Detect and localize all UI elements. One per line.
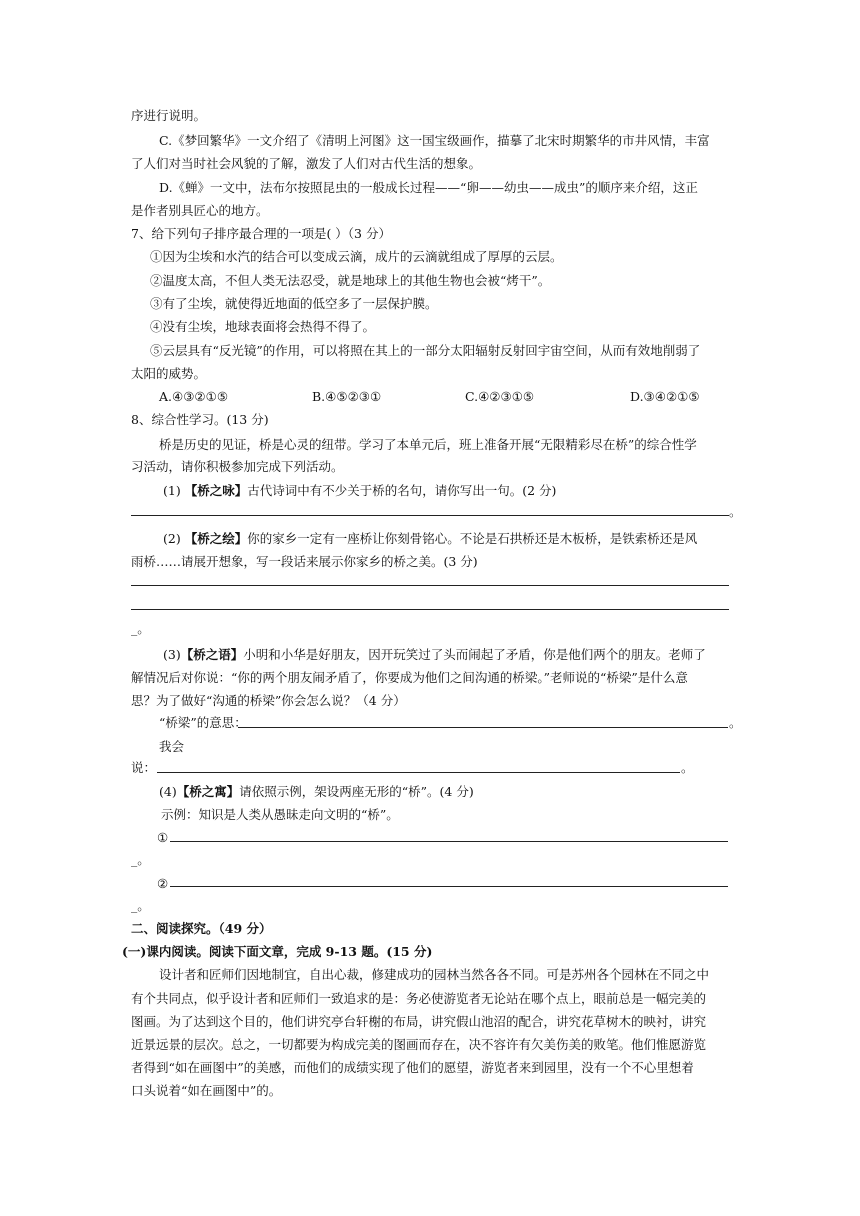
say-answer-line[interactable] — [157, 772, 680, 773]
sentence-5-cont: 太阳的威势。 — [131, 366, 207, 381]
part-4-text: 请依照示例，架设两座无形的“桥”。(4 分) — [239, 784, 474, 799]
sentence-3: ③有了尘埃，就使得近地面的低空多了一层保护膜。 — [150, 296, 438, 311]
sentence-1: ①因为尘埃和水汽的结合可以变成云滴，成片的云滴就组成了厚厚的云层。 — [150, 249, 563, 264]
part-4-example: 示例：知识是人类从愚昧走向文明的“桥”。 — [161, 807, 399, 822]
answer-end-mark: 。 — [681, 760, 694, 775]
option-a: A.④③②①⑤ — [159, 389, 229, 404]
answer-line-4b[interactable] — [170, 886, 728, 887]
answer-end-mark: _。 — [131, 621, 150, 636]
answer-end-mark: 。 — [729, 715, 742, 730]
option-d-line: D.《蝉》一文中，法布尔按照昆虫的一般成长过程——“卵——幼虫——成虫”的顺序来介绍，这正 — [159, 180, 698, 195]
part-3-text-cont: 解情况后对你说：“你的两个朋友闹矛盾了，你要成为他们之间沟通的桥梁。”老师说的“桥梁”是什么意 — [131, 670, 688, 685]
bridge-meaning-answer-line[interactable] — [238, 727, 728, 728]
part-2-tag: 【桥之绘】 — [184, 531, 248, 546]
part-3-number: (3) — [163, 647, 181, 662]
part-2-text: 你的家乡一定有一座桥让你刻骨铭心。不论是石拱桥还是木板桥，是铁索桥还是风 — [247, 531, 698, 546]
bridge-meaning-label: “桥梁”的意思： — [159, 715, 247, 730]
option-d: D.③④②①⑤ — [630, 389, 700, 404]
option-c: C.④②③①⑤ — [465, 389, 535, 404]
section-2-subtitle: (一)课内阅读。阅读下面文章，完成 9-13 题。(15 分) — [122, 944, 433, 959]
text-line: 是作者别具匠心的地方。 — [131, 203, 269, 218]
part-1-tag: 【桥之咏】 — [184, 483, 248, 498]
part-4-tag: 【桥之寓】 — [176, 784, 240, 799]
q8-intro: 桥是历史的见证，桥是心灵的纽带。学习了本单元后，班上准备开展“无限精彩尽在桥”的综合性学 — [159, 437, 697, 452]
question-8-title: 8、综合性学习。(13 分) — [131, 412, 269, 427]
text-line: 序进行说明。 — [131, 108, 207, 123]
part-3-text: 小明和小华是好朋友，因开玩笑过了头而闹起了矛盾，你是他们两个的朋友。老师了 — [243, 647, 706, 662]
say-label: 说： — [131, 760, 157, 775]
part-1-text: 古代诗词中有不少关于桥的名句，请你写出一句。(2 分) — [247, 483, 557, 498]
answer-line-4a[interactable] — [170, 841, 728, 842]
passage-line: 者得到“如在画图中”的美感，而他们的成绩实现了他们的愿望，游览者来到园里，没有一个不心里想着 — [131, 1060, 694, 1075]
i-would-label: 我会 — [159, 739, 185, 754]
option-c-line: C.《梦回繁华》一文介绍了《清明上河图》这一国宝级画作，描摹了北宋时期繁华的市井风情，丰富 — [159, 133, 710, 148]
part-2-number: (2) — [163, 531, 185, 546]
passage-line: 设计者和匠师们因地制宜，自出心裁，修建成功的园林当然各各不同。可是苏州各个园林在不同之中 — [159, 967, 710, 982]
part-4-number: (4) — [159, 784, 177, 799]
answer-marker-2: ② — [157, 876, 169, 891]
answer-end-mark: 。 — [729, 504, 742, 519]
passage-line: 图画。为了达到这个目的，他们讲究亭台轩榭的布局，讲究假山池沼的配合，讲究花草树木的映衬，讲究 — [131, 1014, 707, 1029]
part-2-prompt — [163, 530, 697, 548]
answer-line-1[interactable] — [131, 515, 729, 516]
option-b: B.④⑤②③① — [312, 389, 382, 404]
part-3-tag: 【桥之语】 — [180, 647, 244, 662]
part-1-prompt — [163, 482, 556, 500]
part-4-prompt — [159, 783, 474, 801]
answer-marker-1: ① — [157, 830, 169, 845]
part-1-number: (1) — [163, 483, 185, 498]
part-3-text-cont: 思？为了做好“沟通的桥梁”你会怎么说？（4 分） — [131, 693, 406, 708]
passage-line: 近景远景的层次。总之，一切都要为构成完美的图画而存在，决不容许有欠美伤美的败笔。他们惟愿游览 — [131, 1037, 707, 1052]
text-line: 了人们对当时社会风貌的了解，激发了人们对古代生活的想象。 — [131, 156, 482, 171]
question-7-title: 7、给下列句子排序最合理的一项是( ）（3 分） — [131, 226, 391, 241]
sentence-5: ⑤云层具有“反光镜”的作用，可以将照在其上的一部分太阳辐射反射回宇宙空间，从而有效地削弱了 — [150, 343, 701, 358]
part-2-text-cont: 雨桥……请展开想象，写一段话来展示你家乡的桥之美。(3 分) — [131, 554, 478, 569]
part-3-prompt — [163, 646, 706, 664]
section-2-title: 二、阅读探究。（49 分） — [131, 921, 272, 936]
sentence-4: ④没有尘埃，地球表面将会热得不得了。 — [150, 319, 376, 334]
passage-line: 有个共同点，似乎设计者和匠师们一致追求的是：务必使游览者无论站在哪个点上，眼前总是一幅完美的 — [131, 991, 707, 1006]
answer-line-2b[interactable] — [131, 609, 729, 610]
answer-end-mark: _。 — [131, 898, 150, 913]
sentence-2: ②温度太高，不但人类无法忍受，就是地球上的其他生物也会被“烤干”。 — [150, 273, 551, 288]
answer-end-mark: _。 — [131, 852, 150, 867]
passage-line: 口头说着“如在画图中”的。 — [131, 1083, 282, 1098]
answer-line-2a[interactable] — [131, 585, 729, 586]
q8-intro-cont: 习活动，请你积极参加完成下列活动。 — [131, 459, 344, 474]
